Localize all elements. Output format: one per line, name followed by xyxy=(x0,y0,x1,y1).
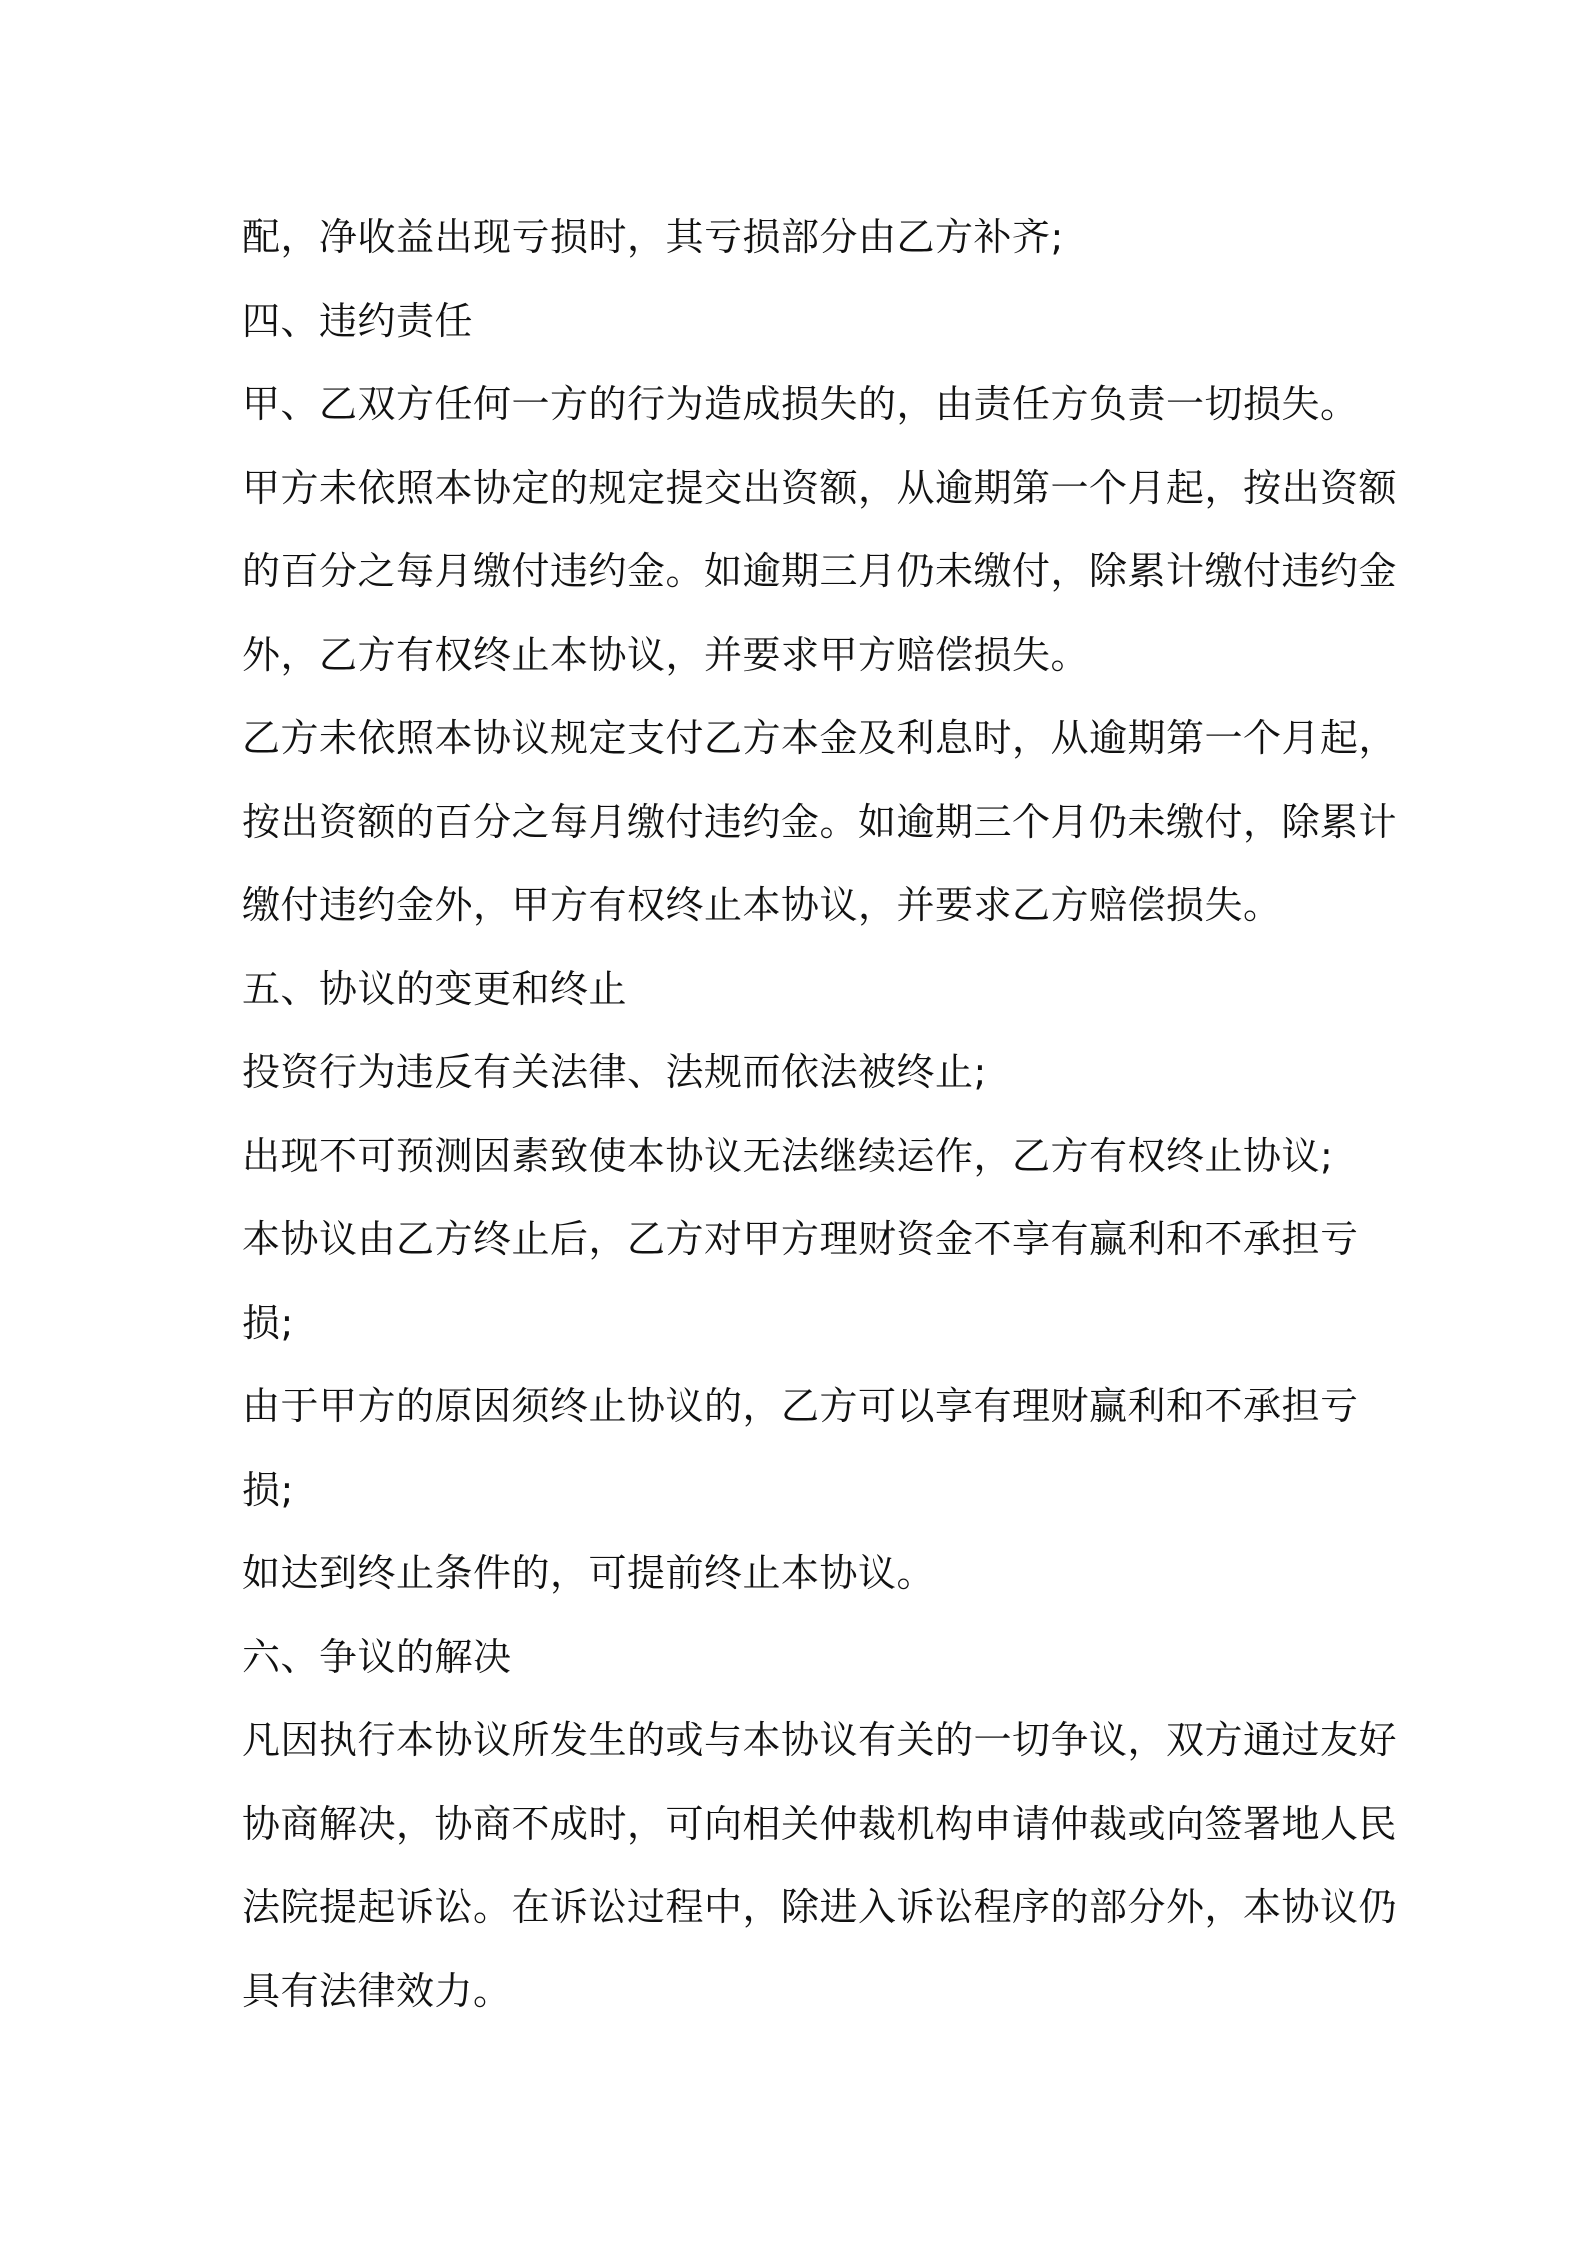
text-line: 甲、乙双方任何一方的行为造成损失的，由责任方负责一切损失。 xyxy=(242,382,1359,426)
text-line: 缴付违约金外，甲方有权终止本协议，并要求乙方赔偿损失。 xyxy=(242,883,1282,927)
text-line: 损; xyxy=(242,1300,294,1345)
section-heading-change-termination: 五、协议的变更和终止 xyxy=(242,966,628,1011)
text-line: 外，乙方有权终止本协议，并要求甲方赔偿损失。 xyxy=(242,632,1090,677)
text-line: 投资行为违反有关法律、法规而依法被终止; xyxy=(242,1050,987,1094)
text-line: 损; xyxy=(242,1467,294,1512)
text-line: 凡因执行本协议所发生的或与本协议有关的一切争议，双方通过友好 xyxy=(242,1718,1398,1762)
text-line: 具有法律效力。 xyxy=(242,1968,512,2013)
text-line: 由于甲方的原因须终止协议的，乙方可以享有理财赢利和不承担亏 xyxy=(242,1384,1359,1428)
text-line: 本协议由乙方终止后，乙方对甲方理财资金不享有赢利和不承担亏 xyxy=(242,1217,1359,1261)
text-line: 乙方未依照本协议规定支付乙方本金及利息时，从逾期第一个月起， xyxy=(242,716,1398,760)
text-line: 甲方未依照本协定的规定提交出资额，从逾期第一个月起，按出资额 xyxy=(242,465,1398,510)
text-line: 的百分之每月缴付违约金。如逾期三月仍未缴付，除累计缴付违约金 xyxy=(242,549,1398,593)
text-line: 按出资额的百分之每月缴付违约金。如逾期三个月仍未缴付，除累计 xyxy=(242,799,1398,844)
text-line: 协商解决，协商不成时，可向相关仲裁机构申请仲裁或向签署地人民 xyxy=(242,1801,1398,1846)
text-line: 如达到终止条件的，可提前终止本协议。 xyxy=(242,1551,936,1595)
text-line: 法院提起诉讼。在诉讼过程中，除进入诉讼程序的部分外，本协议仍 xyxy=(242,1885,1398,1929)
text-line: 配，净收益出现亏损时，其亏损部分由乙方补齐; xyxy=(242,215,1064,259)
section-heading-liability: 四、违约责任 xyxy=(242,298,474,343)
document-body xyxy=(242,196,1398,2033)
section-heading-dispute-resolution: 六、争议的解决 xyxy=(242,1634,512,1679)
text-line: 出现不可预测因素致使本协议无法继续运作，乙方有权终止协议; xyxy=(242,1133,1334,1178)
